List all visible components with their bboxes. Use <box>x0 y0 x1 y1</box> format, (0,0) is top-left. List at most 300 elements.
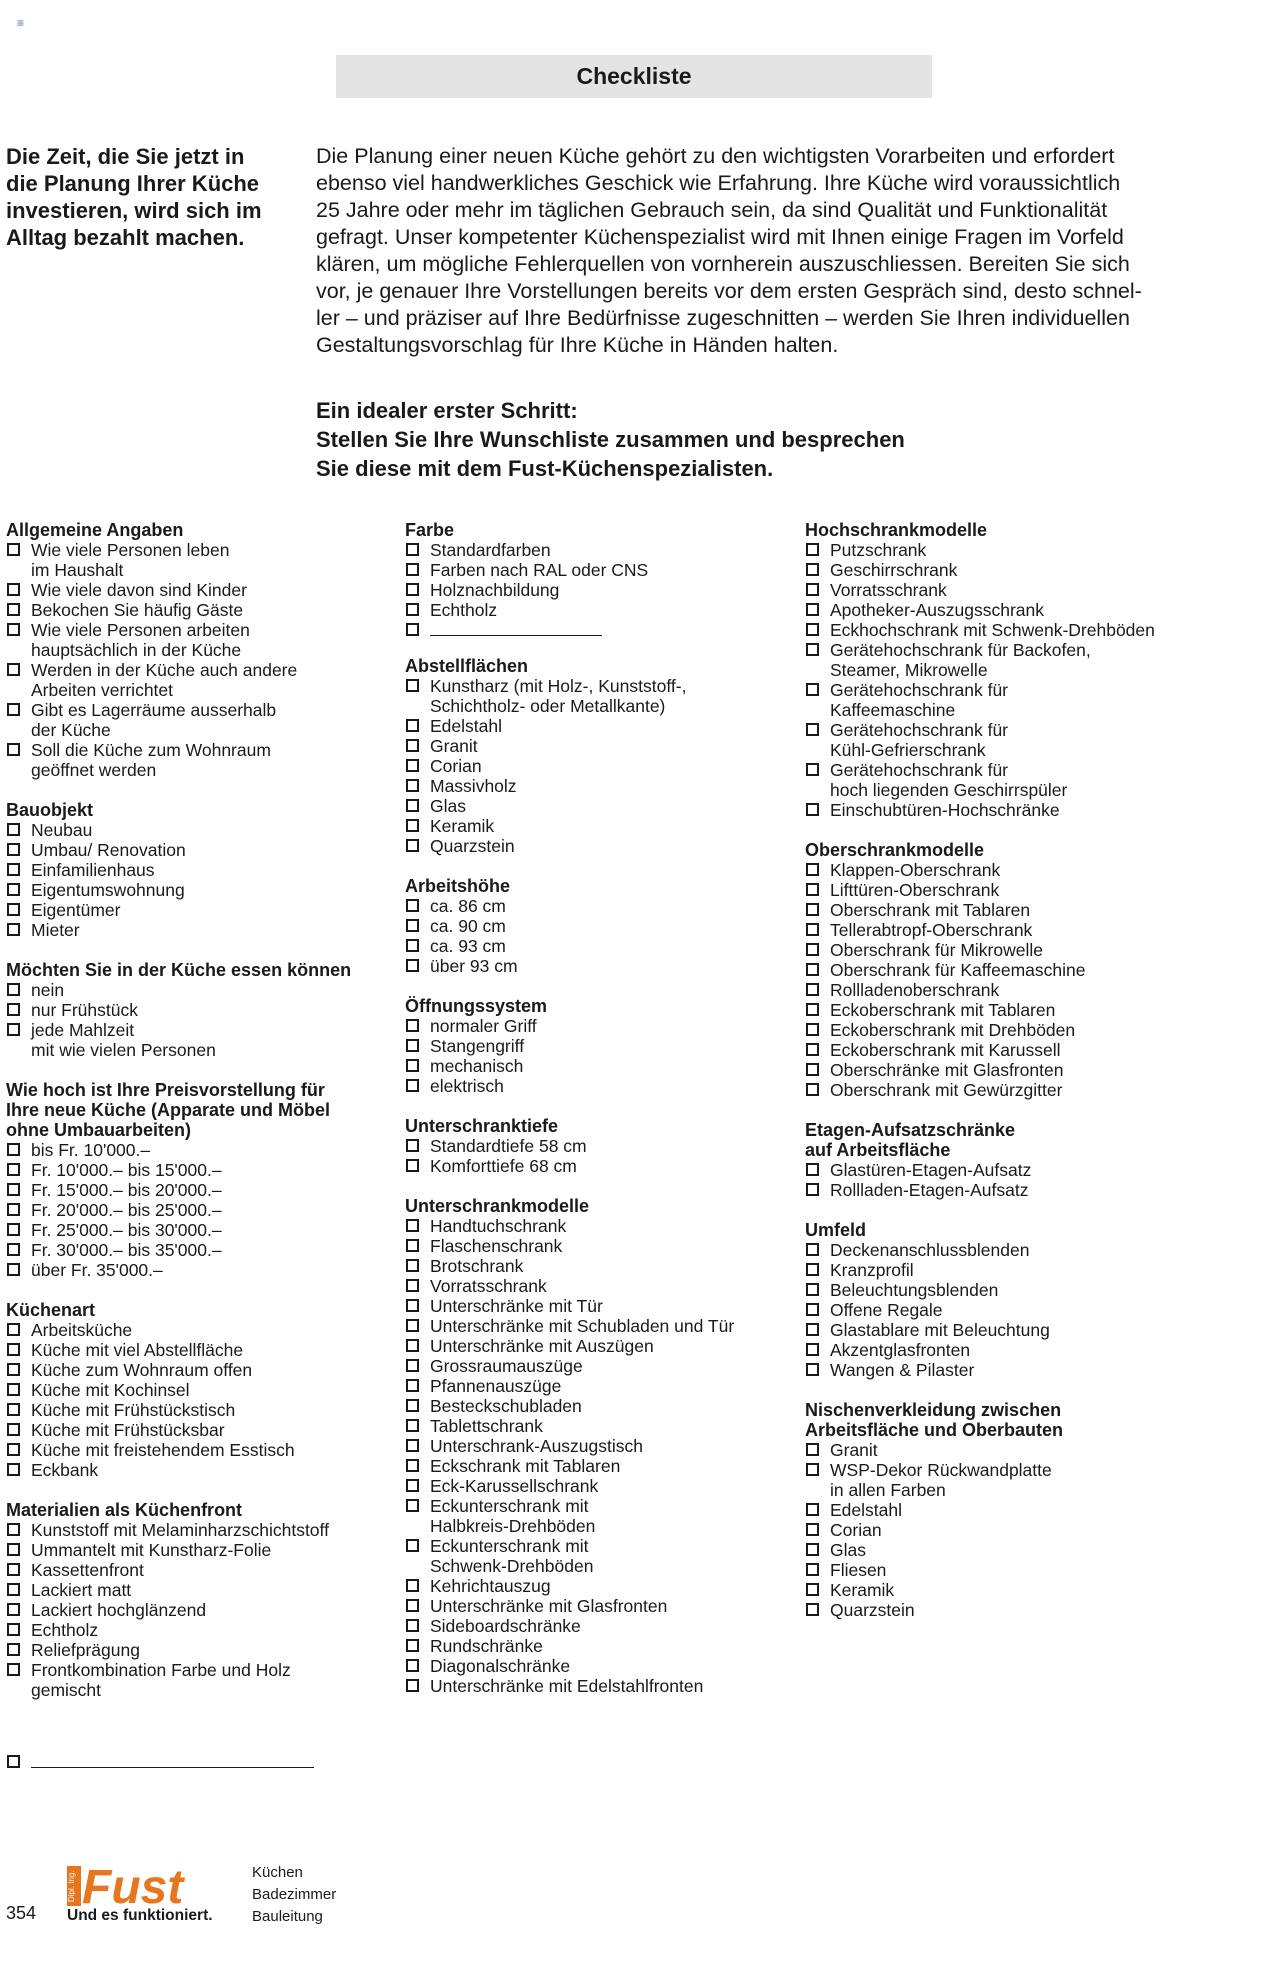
checklist-item-line: Akzentglasfronten <box>830 1340 971 1360</box>
checklist-item[interactable] <box>6 1460 391 1480</box>
checkbox[interactable] <box>806 863 819 876</box>
checkbox[interactable] <box>406 1319 419 1332</box>
checkbox[interactable] <box>7 843 20 856</box>
checkbox[interactable] <box>806 1503 819 1516</box>
checklist-item[interactable] <box>6 1020 391 1060</box>
checklist-item[interactable] <box>405 796 790 816</box>
checklist-item[interactable] <box>6 1220 391 1240</box>
checkbox[interactable] <box>406 1599 419 1612</box>
checklist-item[interactable] <box>6 1400 391 1420</box>
checklist-item[interactable] <box>405 1476 790 1496</box>
checklist-item-line: geöffnet werden <box>31 760 157 780</box>
checkbox[interactable] <box>406 1279 419 1292</box>
checklist-item-label <box>31 1220 222 1240</box>
checklist-item[interactable] <box>6 1000 391 1020</box>
checklist-item[interactable] <box>6 1540 391 1560</box>
checkbox[interactable] <box>406 1679 419 1692</box>
section-essen <box>6 960 391 1060</box>
checklist-item-line: in allen Farben <box>830 1480 946 1500</box>
checklist-item[interactable] <box>805 1360 1225 1380</box>
checklist-item[interactable] <box>6 540 391 580</box>
intro-lead-line: Die Zeit, die Sie jetzt in <box>6 144 245 169</box>
checklist-item[interactable] <box>405 896 790 916</box>
checklist-item[interactable] <box>405 916 790 936</box>
checklist-item[interactable] <box>405 1456 790 1476</box>
checklist-item[interactable] <box>6 900 391 920</box>
checklist-item[interactable] <box>6 1440 391 1460</box>
menu-icon[interactable]: ≡ <box>17 16 25 30</box>
intro-body-line: ebenso viel handwerkliches Geschick wie Erfahrung. Ihre Küche wird voraussichtlich <box>316 171 1121 195</box>
checklist-item[interactable] <box>405 580 790 600</box>
checkbox[interactable] <box>806 1523 819 1536</box>
checklist-item[interactable] <box>805 800 1225 820</box>
write-in-line[interactable] <box>31 1752 314 1768</box>
checkbox[interactable] <box>7 1423 20 1436</box>
section-abstellflaechen <box>405 656 790 856</box>
checkbox[interactable] <box>806 603 819 616</box>
checkbox[interactable] <box>406 719 419 732</box>
checkbox[interactable] <box>7 1363 20 1376</box>
checklist-item-line: der Küche <box>31 720 111 740</box>
checkbox[interactable] <box>406 959 419 972</box>
checklist-item[interactable] <box>805 1320 1225 1340</box>
checkbox[interactable] <box>406 819 419 832</box>
checklist-item[interactable] <box>805 1240 1225 1260</box>
checklist-item-label <box>830 1180 1028 1200</box>
checkbox[interactable] <box>7 1183 20 1196</box>
checklist-item[interactable] <box>805 1280 1225 1300</box>
checkbox[interactable] <box>7 823 20 836</box>
checkbox[interactable] <box>806 643 819 656</box>
checklist-item-label <box>430 1336 654 1356</box>
checklist-item[interactable] <box>805 720 1225 760</box>
checklist-item[interactable] <box>805 1500 1225 1520</box>
checklist-item-label <box>830 960 1086 980</box>
checkbox[interactable] <box>806 1043 819 1056</box>
checklist-item-line: Kassettenfront <box>31 1560 144 1580</box>
checklist-item[interactable] <box>805 1540 1225 1560</box>
checklist-item[interactable] <box>805 760 1225 800</box>
checklist-item[interactable] <box>805 600 1225 620</box>
fust-logo <box>67 1862 235 1925</box>
section-title <box>805 1400 1225 1440</box>
checklist-item[interactable] <box>405 1016 790 1036</box>
checkbox[interactable] <box>806 903 819 916</box>
checkbox[interactable] <box>406 1439 419 1452</box>
checklist-item-line: Vorratsschrank <box>830 580 947 600</box>
checklist-item-label <box>430 1316 734 1336</box>
checkbox[interactable] <box>7 1163 20 1176</box>
checkbox[interactable] <box>406 1479 419 1492</box>
checkbox[interactable] <box>7 1583 20 1596</box>
checkbox[interactable] <box>7 1755 20 1768</box>
checklist-item[interactable] <box>405 1416 790 1436</box>
checkbox[interactable] <box>7 623 20 636</box>
checklist-item[interactable] <box>805 560 1225 580</box>
checklist-item[interactable] <box>405 1536 790 1576</box>
checkbox[interactable] <box>7 1543 20 1556</box>
checklist-item[interactable] <box>805 1440 1225 1460</box>
checklist-item[interactable] <box>405 1436 790 1456</box>
checklist-item[interactable] <box>405 1496 790 1536</box>
checklist-item[interactable] <box>6 740 391 780</box>
checklist-item[interactable] <box>405 1576 790 1596</box>
checkbox[interactable] <box>406 583 419 596</box>
checklist-item[interactable] <box>6 580 391 600</box>
checkbox[interactable] <box>406 1539 419 1552</box>
checklist-item[interactable] <box>405 1596 790 1616</box>
checklist-item[interactable] <box>805 1080 1225 1100</box>
section-title-line: Arbeitsfläche und Oberbauten <box>805 1420 1064 1440</box>
checkbox[interactable] <box>806 1063 819 1076</box>
checkbox[interactable] <box>806 963 819 976</box>
checklist-item[interactable] <box>805 1020 1225 1040</box>
checkbox[interactable] <box>406 1399 419 1412</box>
checklist-item-label <box>430 796 466 816</box>
checklist-item[interactable] <box>805 1340 1225 1360</box>
checklist-item-label <box>31 600 243 620</box>
checklist-item[interactable] <box>405 1056 790 1076</box>
checklist-item[interactable] <box>405 1296 790 1316</box>
checkbox[interactable] <box>7 1523 20 1536</box>
checklist-item[interactable] <box>6 1620 391 1640</box>
checklist-item[interactable] <box>6 980 391 1000</box>
checklist-item[interactable] <box>6 600 391 620</box>
checkbox[interactable] <box>7 1243 20 1256</box>
checklist-item[interactable] <box>6 660 391 700</box>
checkbox[interactable] <box>7 923 20 936</box>
checklist-item[interactable] <box>6 1660 391 1700</box>
checklist-item-label <box>31 1420 225 1440</box>
checkbox[interactable] <box>406 1019 419 1032</box>
checkbox[interactable] <box>406 1139 419 1152</box>
checklist-item[interactable] <box>805 960 1225 980</box>
checkbox[interactable] <box>406 563 419 576</box>
checklist-item-label <box>31 1320 132 1340</box>
page-header-bar <box>336 55 932 98</box>
checklist-item-line: Unterschränke mit Auszügen <box>430 1336 654 1356</box>
checklist-item[interactable] <box>405 1316 790 1336</box>
checklist-item[interactable] <box>405 1276 790 1296</box>
checkbox[interactable] <box>406 1359 419 1372</box>
checkbox[interactable] <box>7 1003 20 1016</box>
checkbox[interactable] <box>7 743 20 756</box>
checkbox[interactable] <box>806 983 819 996</box>
checklist-item[interactable] <box>6 1320 391 1340</box>
checkbox[interactable] <box>7 1563 20 1576</box>
checkbox[interactable] <box>806 803 819 816</box>
checkbox[interactable] <box>406 1459 419 1472</box>
checkbox[interactable] <box>7 883 20 896</box>
checkbox[interactable] <box>7 1223 20 1236</box>
checklist-item[interactable] <box>805 1560 1225 1580</box>
checkbox[interactable] <box>406 739 419 752</box>
checklist-item[interactable] <box>805 1160 1225 1180</box>
checkbox[interactable] <box>406 1499 419 1512</box>
checklist-item[interactable] <box>6 1200 391 1220</box>
checklist-item-label <box>830 1580 894 1600</box>
checkbox[interactable] <box>806 763 819 776</box>
checklist-item[interactable] <box>6 1380 391 1400</box>
checkbox[interactable] <box>406 1159 419 1172</box>
checkbox[interactable] <box>806 1023 819 1036</box>
checklist-item-label <box>430 1456 620 1476</box>
checklist-item-line: Gerätehochschrank für <box>830 760 1009 780</box>
checklist-item[interactable] <box>6 1340 391 1360</box>
checklist-item-line: Fr. 15'000.– bis 20'000.– <box>31 1180 222 1200</box>
checklist-item-label <box>430 1016 537 1036</box>
checklist-item[interactable] <box>405 1636 790 1656</box>
checkbox[interactable] <box>806 1343 819 1356</box>
checklist-item[interactable] <box>405 756 790 776</box>
checkbox[interactable] <box>806 1263 819 1276</box>
checkbox[interactable] <box>806 723 819 736</box>
checklist-item[interactable] <box>805 1460 1225 1500</box>
checklist-item[interactable] <box>405 1356 790 1376</box>
checklist-item[interactable] <box>405 540 790 560</box>
checklist-item[interactable] <box>6 1600 391 1620</box>
intro-lead-line: investieren, wird sich im <box>6 198 262 223</box>
checkbox[interactable] <box>806 1323 819 1336</box>
checkbox[interactable] <box>7 1023 20 1036</box>
checklist-item[interactable] <box>405 1156 790 1176</box>
checklist-item[interactable] <box>6 620 391 660</box>
checklist-item[interactable] <box>405 1216 790 1236</box>
checkbox[interactable] <box>806 1283 819 1296</box>
checklist-item-line: Schwenk-Drehböden <box>430 1556 594 1576</box>
checkbox[interactable] <box>406 1239 419 1252</box>
checkbox[interactable] <box>806 1243 819 1256</box>
checklist-item[interactable] <box>805 1600 1225 1620</box>
checklist-item[interactable] <box>805 1260 1225 1280</box>
checklist-item[interactable] <box>405 1036 790 1056</box>
checklist-item[interactable] <box>405 736 790 756</box>
checkbox[interactable] <box>806 563 819 576</box>
checklist-item[interactable] <box>6 1360 391 1380</box>
checklist-item[interactable] <box>405 776 790 796</box>
checklist-item[interactable] <box>405 1136 790 1156</box>
checkbox[interactable] <box>7 1623 20 1636</box>
checkbox[interactable] <box>806 1603 819 1616</box>
checklist-item[interactable] <box>805 1580 1225 1600</box>
checklist-item[interactable] <box>805 1040 1225 1060</box>
checklist-item[interactable] <box>805 1300 1225 1320</box>
checklist-item-label <box>830 1560 886 1580</box>
checklist-item[interactable] <box>405 1616 790 1636</box>
checklist-item[interactable] <box>805 900 1225 920</box>
checklist-item[interactable] <box>805 980 1225 1000</box>
checklist-item-label <box>830 580 947 600</box>
checkbox[interactable] <box>7 543 20 556</box>
checklist-item[interactable] <box>6 700 391 740</box>
checkbox[interactable] <box>806 683 819 696</box>
checklist-item-line: Eckunterschrank mit <box>430 1496 589 1516</box>
checklist-item[interactable] <box>6 880 391 900</box>
checkbox[interactable] <box>7 1343 20 1356</box>
checkbox[interactable] <box>806 943 819 956</box>
checkbox[interactable] <box>406 1219 419 1232</box>
checkbox[interactable] <box>7 583 20 596</box>
checklist-item[interactable] <box>805 940 1225 960</box>
checklist-item[interactable] <box>6 1140 391 1160</box>
checklist-item[interactable] <box>405 1676 790 1696</box>
checklist-item[interactable] <box>405 1076 790 1096</box>
checkbox[interactable] <box>806 1083 819 1096</box>
write-in-line[interactable] <box>430 620 602 636</box>
checkbox[interactable] <box>806 883 819 896</box>
checklist-item-label <box>830 540 926 560</box>
checklist-item[interactable] <box>405 600 790 620</box>
checklist-item[interactable] <box>805 540 1225 560</box>
checklist-item[interactable] <box>805 1060 1225 1080</box>
checkbox[interactable] <box>806 1183 819 1196</box>
checklist-item[interactable] <box>6 1580 391 1600</box>
checkbox[interactable] <box>7 1443 20 1456</box>
checklist-item[interactable] <box>405 560 790 580</box>
checkbox[interactable] <box>7 903 20 916</box>
checklist-item[interactable] <box>805 1180 1225 1200</box>
checkbox[interactable] <box>406 779 419 792</box>
checklist-item[interactable] <box>405 956 790 976</box>
checkbox[interactable] <box>806 1003 819 1016</box>
checkbox[interactable] <box>7 1203 20 1216</box>
checklist-item-label <box>430 1616 581 1636</box>
checklist-item[interactable] <box>805 640 1225 680</box>
checkbox[interactable] <box>406 1039 419 1052</box>
checklist-item-line: Tablettschrank <box>430 1416 543 1436</box>
checklist-item[interactable] <box>405 1376 790 1396</box>
checklist-item[interactable] <box>405 1336 790 1356</box>
checkbox[interactable] <box>7 1383 20 1396</box>
checkbox[interactable] <box>806 1443 819 1456</box>
checklist-item-line: Arbeiten verrichtet <box>31 680 174 700</box>
checkbox[interactable] <box>406 1619 419 1632</box>
checklist-item-line: Tellerabtropf-Oberschrank <box>830 920 1033 940</box>
checklist-item[interactable] <box>405 836 790 856</box>
checklist-item[interactable] <box>405 716 790 736</box>
checkbox[interactable] <box>806 1163 819 1176</box>
checklist-write-in-item[interactable] <box>405 620 790 636</box>
checklist-item[interactable] <box>805 1520 1225 1540</box>
checklist-item[interactable] <box>6 1640 391 1660</box>
checkbox[interactable] <box>406 679 419 692</box>
checkbox[interactable] <box>406 1079 419 1092</box>
checklist-item[interactable] <box>6 860 391 880</box>
checkbox[interactable] <box>7 1323 20 1336</box>
section-title: Küchenart <box>6 1300 96 1320</box>
checkbox[interactable] <box>806 543 819 556</box>
checkbox[interactable] <box>806 623 819 636</box>
checkbox[interactable] <box>406 603 419 616</box>
checklist-item-label <box>31 740 271 780</box>
checkbox[interactable] <box>7 663 20 676</box>
checkbox[interactable] <box>806 923 819 936</box>
checklist-item[interactable] <box>805 680 1225 720</box>
checkbox[interactable] <box>406 1379 419 1392</box>
checklist-item[interactable] <box>805 880 1225 900</box>
checkbox[interactable] <box>406 1259 419 1272</box>
checkbox[interactable] <box>406 919 419 932</box>
checkbox[interactable] <box>406 799 419 812</box>
checkbox[interactable] <box>406 1419 419 1432</box>
checklist-item[interactable] <box>6 1520 391 1540</box>
checkbox[interactable] <box>7 1403 20 1416</box>
checklist-item[interactable] <box>405 1656 790 1676</box>
checklist-item[interactable] <box>805 1000 1225 1020</box>
checkbox[interactable] <box>406 623 419 636</box>
checkbox[interactable] <box>7 983 20 996</box>
checkbox[interactable] <box>7 603 20 616</box>
checklist-item-label <box>430 816 494 836</box>
checklist-item[interactable] <box>6 1240 391 1260</box>
checklist-item[interactable] <box>805 920 1225 940</box>
checklist-item[interactable] <box>405 936 790 956</box>
checkbox[interactable] <box>806 1363 819 1376</box>
checkbox[interactable] <box>806 1543 819 1556</box>
checkbox[interactable] <box>406 759 419 772</box>
checklist-item[interactable] <box>6 1560 391 1580</box>
checkbox[interactable] <box>406 899 419 912</box>
checklist-item[interactable] <box>6 920 391 940</box>
checklist-item-line: Klappen-Oberschrank <box>830 860 1001 880</box>
checkbox[interactable] <box>7 1143 20 1156</box>
checklist-item[interactable] <box>805 580 1225 600</box>
checklist-item-label <box>31 920 80 940</box>
checkbox[interactable] <box>7 703 20 716</box>
checklist-item[interactable] <box>405 1396 790 1416</box>
checkbox[interactable] <box>7 1263 20 1276</box>
checklist-item[interactable] <box>805 860 1225 880</box>
checkbox[interactable] <box>806 583 819 596</box>
checklist-item[interactable] <box>805 620 1225 640</box>
checklist-item[interactable] <box>405 816 790 836</box>
checkbox[interactable] <box>7 1603 20 1616</box>
checklist-item-line: Keramik <box>830 1580 895 1600</box>
checkbox[interactable] <box>406 1579 419 1592</box>
section-title-line: Wie hoch ist Ihre Preisvorstellung für <box>6 1080 325 1100</box>
checklist-item-label <box>31 1640 140 1660</box>
checklist-item[interactable] <box>6 1180 391 1200</box>
checklist-item[interactable] <box>405 1256 790 1276</box>
checkbox[interactable] <box>406 939 419 952</box>
checkbox[interactable] <box>406 1059 419 1072</box>
checklist-item-line: ca. 90 cm <box>430 916 506 936</box>
checkbox[interactable] <box>7 1663 20 1676</box>
checklist-item[interactable] <box>6 820 391 840</box>
checkbox[interactable] <box>406 1339 419 1352</box>
checkbox[interactable] <box>7 1643 20 1656</box>
checkbox[interactable] <box>806 1563 819 1576</box>
checkbox[interactable] <box>806 1303 819 1316</box>
checklist-item[interactable] <box>6 1420 391 1440</box>
checklist-item-label <box>830 920 1032 940</box>
checkbox[interactable] <box>806 1463 819 1476</box>
checkbox[interactable] <box>406 1659 419 1672</box>
checkbox[interactable] <box>406 1299 419 1312</box>
checklist-item[interactable] <box>405 676 790 716</box>
checklist-item[interactable] <box>405 1236 790 1256</box>
checkbox[interactable] <box>406 1639 419 1652</box>
section-title-line: Ihre neue Küche (Apparate und Möbel <box>6 1100 331 1120</box>
checkbox[interactable] <box>406 543 419 556</box>
checklist-item[interactable] <box>6 840 391 860</box>
checkbox[interactable] <box>806 1583 819 1596</box>
checkbox[interactable] <box>7 1463 20 1476</box>
checkbox[interactable] <box>7 863 20 876</box>
checkbox[interactable] <box>406 839 419 852</box>
checklist-item[interactable] <box>6 1260 391 1280</box>
checklist-item[interactable] <box>6 1160 391 1180</box>
